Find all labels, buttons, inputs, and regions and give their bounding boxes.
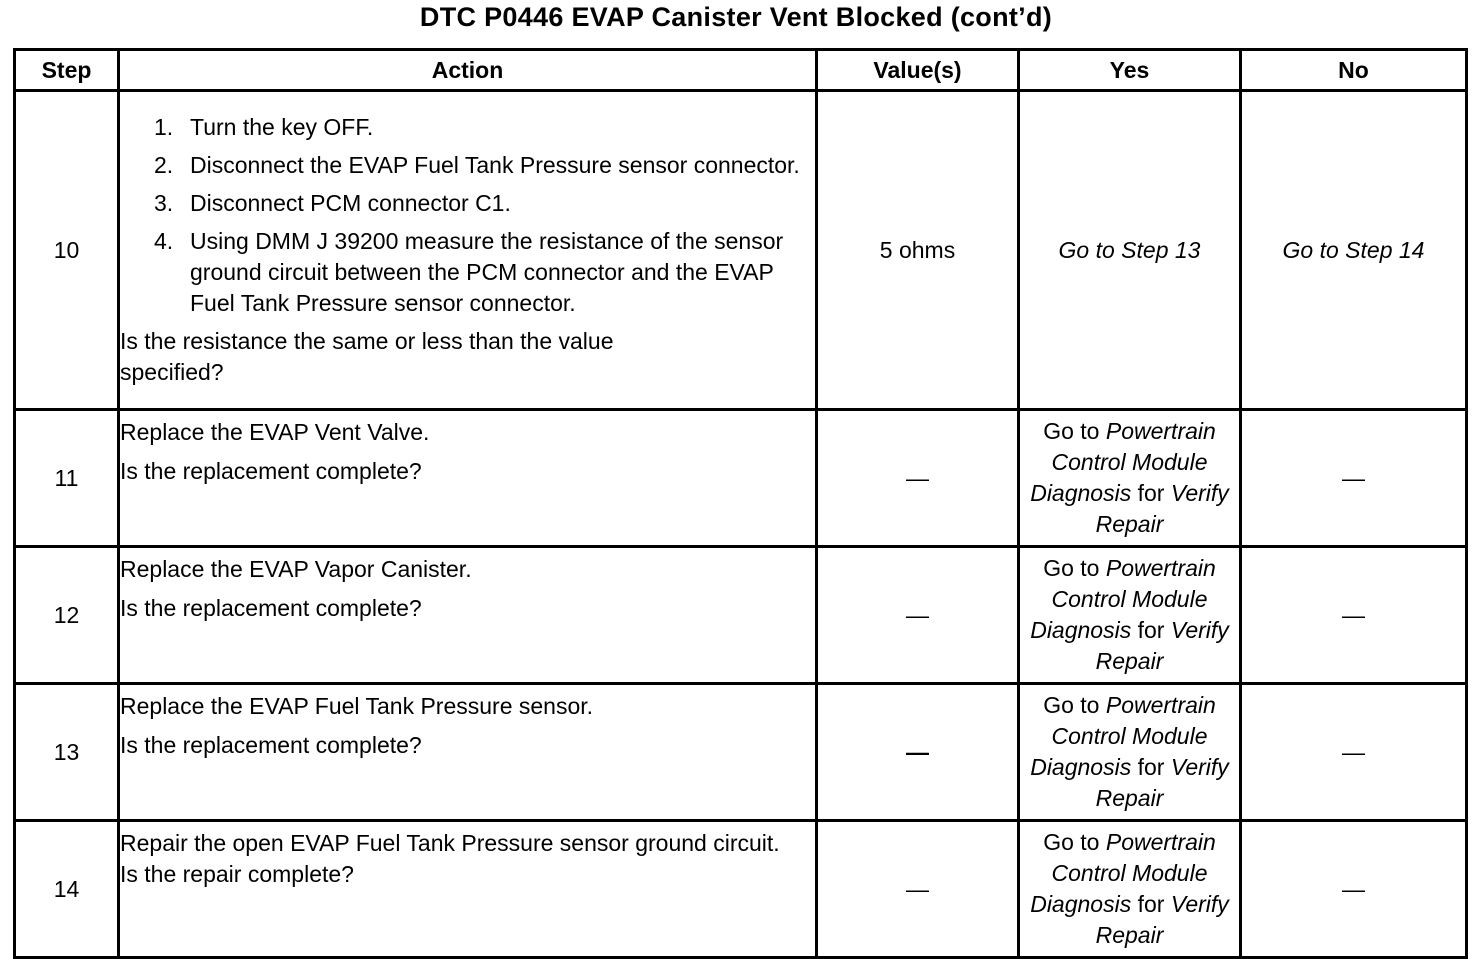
action-cell — [119, 684, 817, 821]
substep-text: Turn the key OFF. — [190, 114, 374, 140]
table-row — [15, 547, 1467, 684]
substep-number: 3. — [154, 190, 174, 216]
value-cell: — — [817, 684, 1019, 821]
action-cell — [119, 410, 817, 547]
step-number: 10 — [15, 91, 119, 410]
header-no: No — [1241, 50, 1467, 91]
yes-result — [1019, 821, 1241, 958]
action-question: Is the replacement complete? — [120, 458, 422, 484]
substep-list — [120, 112, 815, 319]
substep — [154, 226, 815, 319]
value-cell: 5 ohms — [817, 91, 1019, 410]
table-row — [15, 821, 1467, 958]
yes-prefix: Go to — [1043, 418, 1100, 444]
substep-number: 4. — [154, 228, 174, 254]
yes-mid: for — [1137, 480, 1165, 506]
step-number: 12 — [15, 547, 119, 684]
yes-link-verify-repair[interactable]: Verify Repair — [1095, 480, 1229, 537]
substep-text: Using DMM J 39200 measure the resistance of the sensor ground circuit between the PCM connector and the EVAP Fuel Tank Pressure sensor connector. — [190, 228, 784, 316]
yes-link-pcm-diagnosis[interactable]: Powertrain Control Module Diagnosis — [1030, 418, 1216, 506]
yes-prefix: Go to — [1043, 555, 1100, 581]
action-text: Repair the open EVAP Fuel Tank Pressure sensor ground circuit. Is the repair complete? — [120, 830, 780, 887]
header-step: Step — [15, 50, 119, 91]
value-cell: — — [817, 410, 1019, 547]
value-cell: — — [817, 547, 1019, 684]
yes-link-verify-repair[interactable]: Verify Repair — [1095, 891, 1229, 948]
substep-number: 2. — [154, 152, 174, 178]
yes-result — [1019, 684, 1241, 821]
table-row — [15, 410, 1467, 547]
value-cell: — — [817, 821, 1019, 958]
action-cell — [119, 821, 817, 958]
header-yes: Yes — [1019, 50, 1241, 91]
substep-text: Disconnect PCM connector C1. — [190, 190, 511, 216]
no-result: — — [1241, 410, 1467, 547]
no-result: — — [1241, 684, 1467, 821]
yes-mid: for — [1137, 617, 1165, 643]
diagnostic-table — [13, 48, 1468, 959]
yes-prefix: Go to — [1043, 829, 1100, 855]
yes-mid: for — [1137, 754, 1165, 780]
substep — [154, 188, 815, 219]
no-result: — — [1241, 821, 1467, 958]
yes-link-pcm-diagnosis[interactable]: Powertrain Control Module Diagnosis — [1030, 555, 1216, 643]
yes-result — [1019, 547, 1241, 684]
action-question: Is the replacement complete? — [120, 595, 422, 621]
yes-link-pcm-diagnosis[interactable]: Powertrain Control Module Diagnosis — [1030, 692, 1216, 780]
action-text: Replace the EVAP Vent Valve. — [120, 419, 430, 445]
no-result: — — [1241, 547, 1467, 684]
yes-result: Go to Step 13 — [1019, 91, 1241, 410]
yes-prefix: Go to — [1043, 692, 1100, 718]
action-question: Is the resistance the same or less than the value specified? — [120, 328, 614, 385]
header-values: Value(s) — [817, 50, 1019, 91]
table-row — [15, 91, 1467, 410]
substep — [154, 112, 815, 143]
substep-number: 1. — [154, 114, 174, 140]
action-cell — [119, 91, 817, 410]
substep-text: Disconnect the EVAP Fuel Tank Pressure sensor connector. — [190, 152, 800, 178]
action-text: Replace the EVAP Vapor Canister. — [120, 556, 472, 582]
action-question: Is the replacement complete? — [120, 732, 422, 758]
document-title: DTC P0446 EVAP Canister Vent Blocked (cont’d) — [419, 2, 1053, 32]
yes-result — [1019, 410, 1241, 547]
yes-link-verify-repair[interactable]: Verify Repair — [1095, 754, 1229, 811]
yes-mid: for — [1137, 891, 1165, 917]
action-text: Replace the EVAP Fuel Tank Pressure sensor. — [120, 693, 594, 719]
header-action: Action — [119, 50, 817, 91]
table-row — [15, 684, 1467, 821]
yes-link-pcm-diagnosis[interactable]: Powertrain Control Module Diagnosis — [1030, 829, 1216, 917]
step-number: 14 — [15, 821, 119, 958]
step-number: 13 — [15, 684, 119, 821]
header-row — [15, 50, 1467, 91]
step-number: 11 — [15, 410, 119, 547]
yes-link-verify-repair[interactable]: Verify Repair — [1095, 617, 1229, 674]
substep — [154, 150, 815, 181]
action-cell — [119, 547, 817, 684]
no-result: Go to Step 14 — [1241, 91, 1467, 410]
